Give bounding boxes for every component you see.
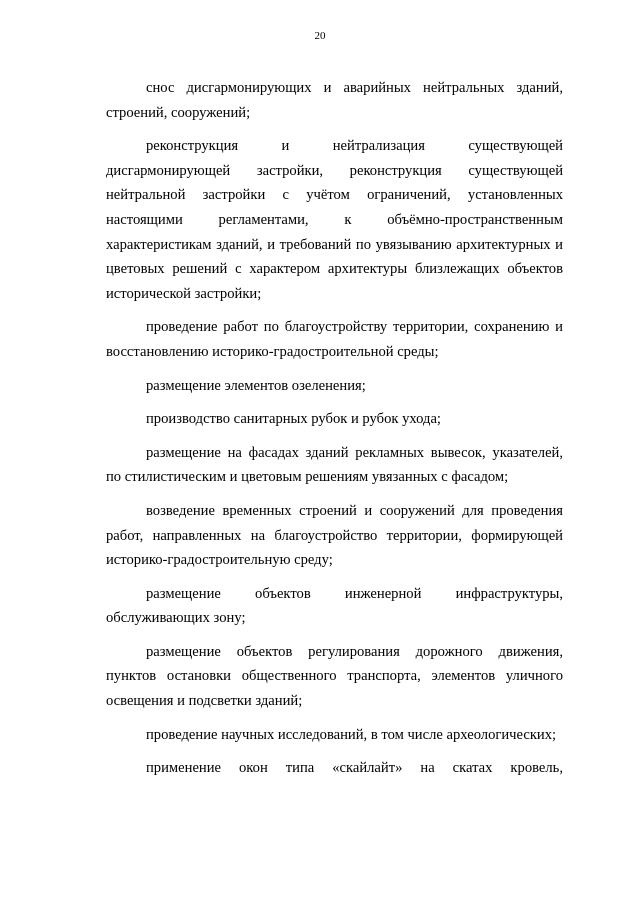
- body-text: [106, 76, 563, 781]
- paragraph: проведение работ по благоустройству территории, сохранению и восстановлению историко-градостроительной среды;: [106, 319, 563, 360]
- paragraph: размещение объектов регулирования дорожного движения, пунктов остановки общественного транспорта, элементов уличного освещения и подсветки зданий;: [106, 643, 563, 710]
- paragraph: применение окон типа «скайлайт» на скатах кровель,: [146, 760, 563, 777]
- paragraph: размещение элементов озеленения;: [146, 377, 366, 394]
- page-number: 20: [314, 30, 326, 42]
- paragraph: размещение на фасадах зданий рекламных вывесок, указателей, по стилистическим и цветовым решениям увязанных с фасадом;: [106, 444, 563, 486]
- paragraph: снос дисгармонирующих и аварийных нейтральных зданий, строений, сооружений;: [106, 80, 563, 121]
- paragraph: проведение научных исследований, в том числе археологических;: [146, 726, 557, 743]
- paragraph: производство санитарных рубок и рубок ухода;: [146, 411, 441, 428]
- paragraph: размещение объектов инженерной инфраструктуры, обслуживающих зону;: [106, 585, 563, 627]
- paragraph: возведение временных строений и сооружений для проведения работ, направленных на благоустройство территории, формирующей историко-градостроительную среду;: [106, 502, 563, 569]
- paragraph: реконструкция и нейтрализация существующей дисгармонирующей застройки, реконструкция существующей нейтральной застройки с учётом ограничений, установленных настоящими регламентами, к объёмно-пространственным характеристикам зданий, и требований по увязыванию архитектурных и цветовых решений с характером архитектуры близлежащих объектов исторической застройки;: [106, 138, 563, 302]
